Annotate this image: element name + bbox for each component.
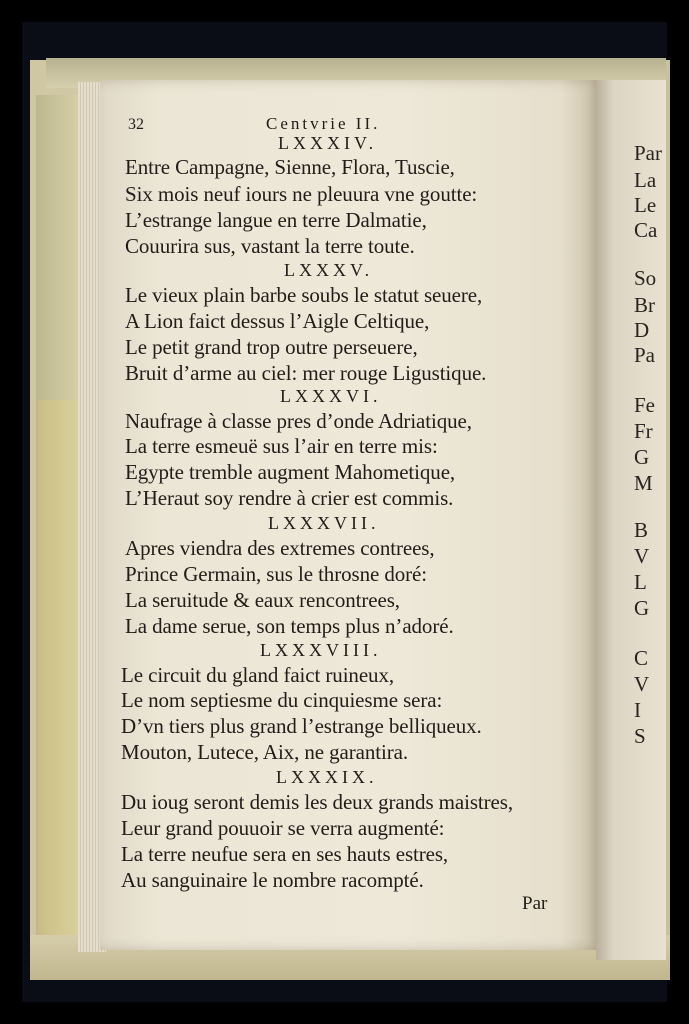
verse-line: Naufrage à classe pres d’onde Adriatique,: [125, 409, 472, 433]
right-fragment: G: [634, 445, 650, 469]
quatrain-numeral: LXXXVIII.: [260, 640, 382, 660]
verse-line: Apres viendra des extremes contrees,: [125, 536, 435, 560]
running-head: Centvrie II.: [266, 114, 381, 133]
verse-line: Mouton, Lutece, Aix, ne garantira.: [121, 740, 409, 764]
right-fragment: La: [634, 168, 657, 192]
right-fragment: B: [634, 518, 649, 542]
right-fragment: S: [634, 724, 646, 748]
verse-line: La terre neufue sera en ses hauts estres,: [121, 842, 449, 866]
verse-line: L’Heraut soy rendre à crier est commis.: [125, 486, 454, 510]
verse-line: La dame serue, son temps plus n’adoré.: [125, 614, 454, 638]
verse-line: D’vn tiers plus grand l’estrange belliqueux.: [121, 714, 482, 738]
right-fragment: So: [634, 266, 657, 290]
right-fragment: Pa: [634, 343, 655, 367]
right-fragment: V: [634, 544, 650, 568]
right-fragment: Par: [634, 141, 662, 165]
verse-line: Couurira sus, vastant la terre toute.: [125, 234, 415, 258]
right-fragment: I: [634, 698, 641, 722]
right-fragment: Ca: [634, 218, 658, 242]
verse-line: Prince Germain, sus le throsne doré:: [125, 562, 427, 586]
verse-line: Bruit d’arme au ciel: mer rouge Ligustique.: [125, 361, 487, 385]
right-fragment: Le: [634, 193, 657, 217]
verse-line: Au sanguinaire le nombre racompté.: [121, 868, 424, 892]
right-fragment: V: [634, 672, 650, 696]
quatrain-numeral: LXXXIX.: [276, 767, 378, 787]
verse-line: Six mois neuf iours ne pleuura vne goutte:: [125, 182, 478, 206]
right-fragment: Fe: [634, 393, 655, 417]
quatrain-numeral: LXXXVI.: [280, 386, 382, 406]
right-fragment: Br: [634, 293, 655, 317]
verse-line: Le nom septiesme du cinquiesme sera:: [121, 688, 443, 712]
right-fragment: L: [634, 570, 647, 594]
verse-line: Le vieux plain barbe soubs le statut seuere,: [125, 283, 483, 307]
verse-line: Egypte tremble augment Mahometique,: [125, 460, 456, 484]
quatrain-numeral: LXXXVII.: [268, 513, 380, 533]
verse-line: Leur grand pouuoir se verra augmenté:: [121, 816, 445, 840]
verse-line: Le petit grand trop outre perseuere,: [125, 335, 418, 359]
right-fragment: G: [634, 596, 650, 620]
verse-line: L’estrange langue en terre Dalmatie,: [125, 208, 427, 232]
verse-line: Entre Campagne, Sienne, Flora, Tuscie,: [125, 155, 455, 179]
right-fragment: Fr: [634, 419, 653, 443]
verse-line: La seruitude & eaux rencontrees,: [125, 588, 400, 612]
right-fragment: M: [634, 471, 653, 495]
right-page-text: [634, 0, 674, 1024]
verse-line: La terre esmeuë sus l’air en terre mis:: [125, 434, 438, 458]
quatrain-numeral: LXXXV.: [284, 260, 374, 280]
verse-line: Le circuit du gland faict ruineux,: [121, 663, 394, 687]
verse-line: A Lion faict dessus l’Aigle Celtique,: [125, 309, 430, 333]
catchword: Par: [522, 893, 548, 914]
left-page: [100, 80, 600, 950]
right-fragment: D: [634, 318, 650, 342]
verse-line: Du ioug seront demis les deux grands maistres,: [121, 790, 514, 814]
page-number: 32: [128, 116, 144, 133]
quatrain-numeral: LXXXIV.: [278, 133, 378, 153]
right-fragment: C: [634, 646, 649, 670]
